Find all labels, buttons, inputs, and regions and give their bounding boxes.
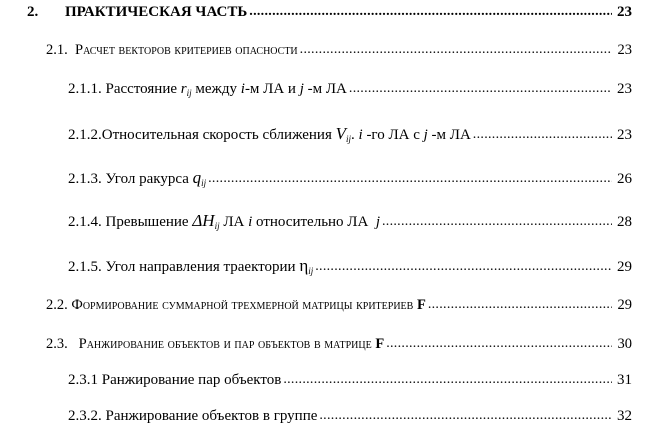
toc-entry-number: 2.3. — [46, 336, 68, 352]
math-subscript: ij — [201, 178, 207, 188]
toc-entry-text: -м ЛА и — [244, 81, 296, 97]
toc-entry-number: 2.3.1 — [68, 372, 98, 388]
toc-page-number: 23 — [617, 81, 632, 97]
toc-entry-number: 2.1.4. — [68, 214, 102, 230]
toc-page-number: 23 — [617, 42, 632, 58]
toc-entry-title — [68, 256, 313, 276]
toc-entry-text: Ранжирование пар объектов — [101, 372, 282, 388]
toc-entry-section-2-3-2[interactable] — [0, 408, 632, 425]
math-matrix-symbol: F — [375, 336, 385, 352]
math-index-j: j — [423, 127, 428, 143]
toc-entry-text: -м ЛА — [431, 127, 471, 143]
math-matrix-symbol: F — [416, 297, 426, 313]
toc-entry-number: 2.1.5. — [68, 259, 102, 275]
toc-page-number: 32 — [617, 408, 632, 424]
toc-entry-text: Угол направления траектории — [105, 259, 296, 275]
toc-leader-dots — [300, 41, 612, 58]
toc-entry-text: Ранжирование объектов и пар объектов в матрице — [78, 336, 372, 352]
toc-entry-text: -м ЛА — [307, 81, 347, 97]
math-index-i: i — [248, 214, 253, 230]
toc-entry-text: относительно ЛА — [256, 214, 369, 230]
toc-entry-text: Относительная скорость сближения — [101, 127, 332, 143]
toc-entry-title — [46, 297, 426, 314]
toc-entry-title — [68, 211, 380, 231]
math-variable: q — [192, 168, 202, 187]
toc-entry-title — [46, 336, 384, 353]
toc-page-number: 23 — [617, 4, 632, 20]
toc-entry-number: 2. — [27, 4, 39, 20]
math-variable: r — [180, 81, 187, 97]
toc-entry-title — [68, 372, 281, 389]
toc-entry-section-2-3-1[interactable] — [0, 372, 632, 389]
math-subscript: ij — [214, 221, 220, 231]
math-index-j: j — [375, 214, 380, 230]
toc-page-number: 31 — [617, 372, 632, 388]
toc-entry-section-2-1-5[interactable] — [0, 256, 632, 276]
toc-page-number: 30 — [617, 336, 632, 352]
toc-entry-section-2-3[interactable] — [0, 336, 632, 353]
toc-leader-dots — [428, 296, 612, 313]
toc-entry-section-2[interactable] — [0, 4, 632, 21]
toc-entry-text: между — [195, 81, 238, 97]
toc-entry-text: Ранжирование объектов в группе — [105, 408, 318, 424]
math-variable: η — [299, 256, 309, 275]
toc-leader-dots — [249, 3, 612, 20]
toc-entry-number: 2.1. — [46, 42, 68, 58]
toc-entry-text: Расстояние — [105, 81, 177, 97]
math-index-j: j — [299, 81, 304, 97]
toc-entry-number: 2.1.1. — [68, 81, 102, 97]
toc-entry-section-2-1-1[interactable] — [0, 81, 632, 98]
toc-page-number: 26 — [617, 171, 632, 187]
toc-entry-section-2-1[interactable] — [0, 42, 632, 59]
toc-page-number: 29 — [617, 297, 632, 313]
toc-page-number: 28 — [617, 214, 632, 230]
toc-entry-number: 2.1.2. — [68, 127, 102, 143]
toc-entry-title — [0, 4, 247, 21]
toc-entry-section-2-2[interactable] — [0, 297, 632, 314]
toc-entry-section-2-1-4[interactable] — [0, 211, 632, 231]
math-index-i: i — [358, 127, 363, 143]
toc-entry-title — [68, 81, 347, 98]
toc-entry-number: 2.3.2. — [68, 408, 102, 424]
toc-entry-title — [46, 42, 298, 59]
toc-page-number: 29 — [617, 259, 632, 275]
math-subscript: ij — [308, 266, 314, 276]
toc-leader-dots — [319, 407, 612, 424]
toc-entry-title — [68, 408, 317, 425]
toc-leader-dots — [208, 170, 612, 187]
toc-leader-dots — [349, 80, 612, 97]
toc-entry-title — [68, 124, 471, 144]
toc-entry-text: Угол ракурса — [105, 171, 189, 187]
toc-leader-dots — [473, 126, 612, 143]
math-variable: V — [335, 124, 346, 143]
toc-leader-dots — [283, 371, 612, 388]
toc-page-number: 23 — [617, 127, 632, 143]
toc-leader-dots — [382, 213, 612, 230]
toc-entry-number: 2.1.3. — [68, 171, 102, 187]
toc-entry-section-2-1-3[interactable] — [0, 168, 632, 188]
math-separator: . — [351, 127, 355, 143]
toc-entry-title — [68, 168, 206, 188]
toc-entry-text: Формирование суммарной трехмерной матрицы критериев — [71, 297, 414, 313]
math-subscript: ij — [346, 134, 352, 144]
math-variable: ΔH — [192, 211, 215, 230]
toc-entry-number: 2.2. — [46, 297, 68, 313]
toc-leader-dots — [386, 335, 612, 352]
toc-leader-dots — [315, 258, 612, 275]
toc-entry-text: Превышение — [105, 214, 189, 230]
math-subscript: ij — [186, 88, 192, 98]
toc-entry-section-2-1-2[interactable] — [0, 124, 632, 144]
toc-entry-text: ЛА — [223, 214, 245, 230]
toc-entry-text: -го ЛА с — [366, 127, 420, 143]
math-index-i: i — [240, 81, 245, 97]
toc-entry-text: ПРАКТИЧЕСКАЯ ЧАСТЬ — [65, 4, 248, 20]
toc-entry-text: Расчет векторов критериев опасности — [75, 42, 298, 58]
